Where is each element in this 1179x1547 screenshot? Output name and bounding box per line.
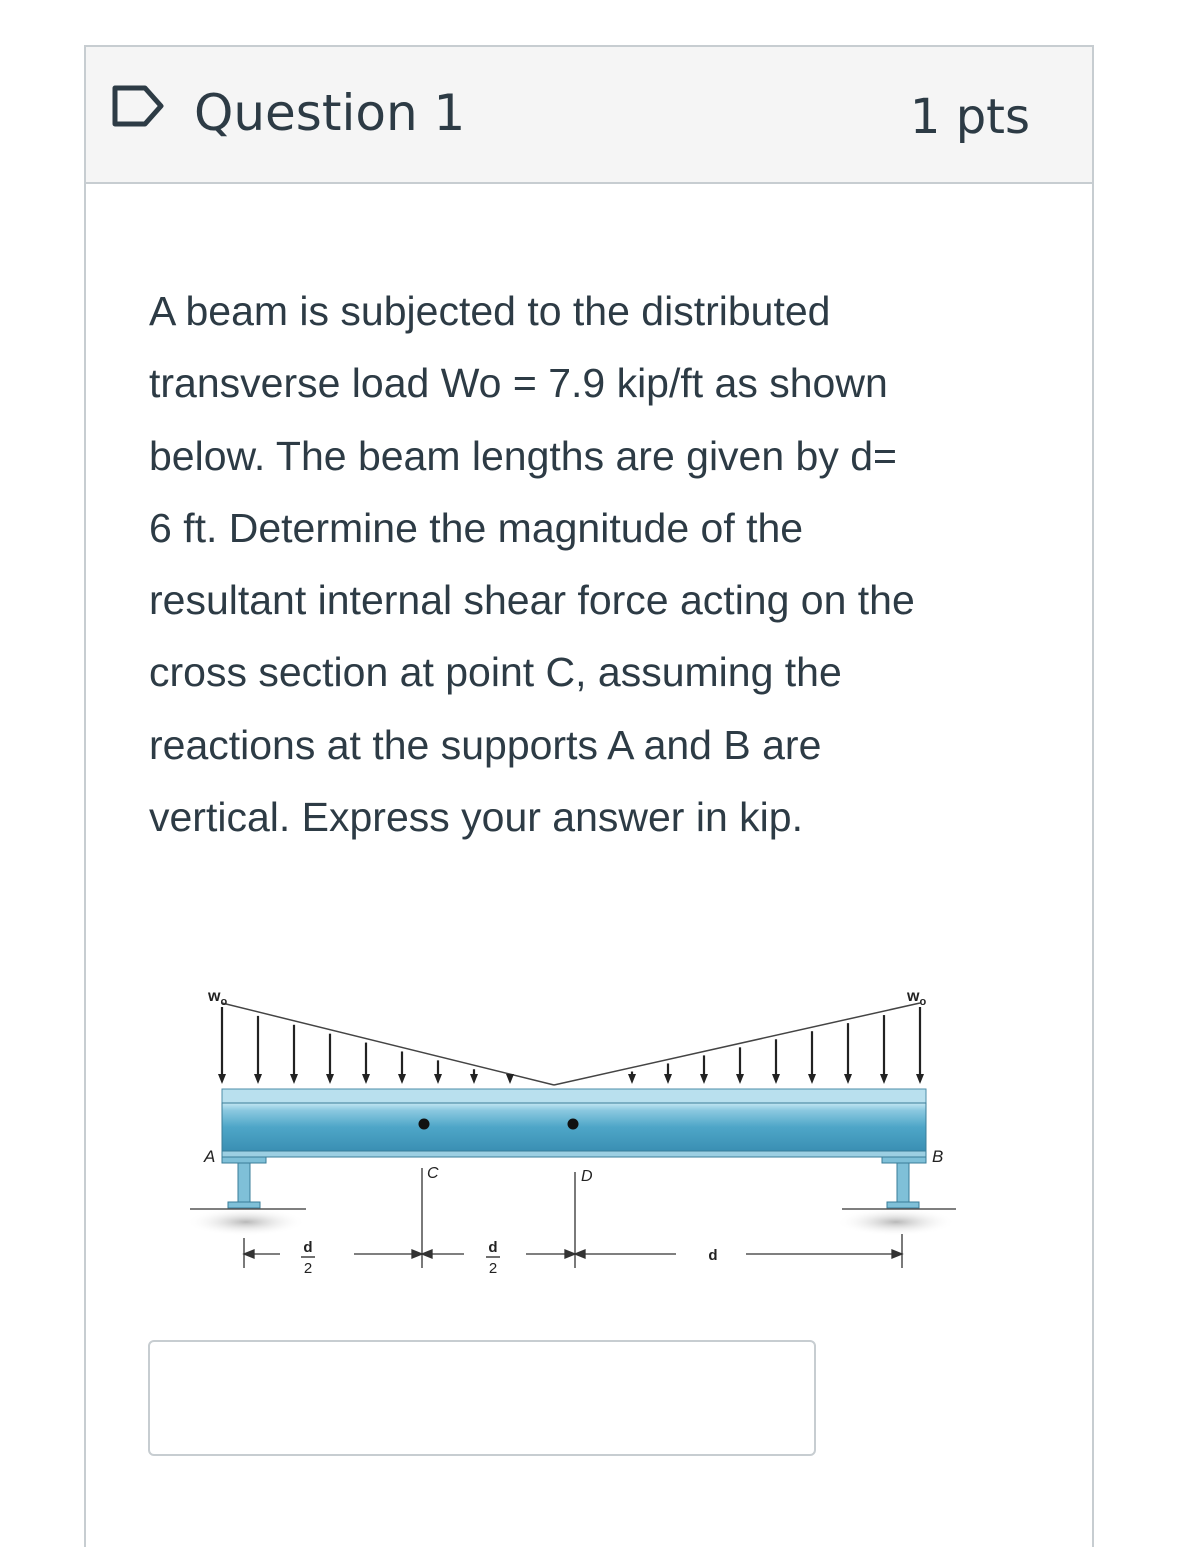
load-arrow-head (916, 1074, 924, 1084)
beam (222, 1089, 926, 1157)
load-arrow-head (470, 1074, 478, 1084)
load-arrow-head (398, 1074, 406, 1084)
load-arrow-head (880, 1074, 888, 1084)
question-title: Question 1 (194, 84, 466, 142)
support-b (836, 1157, 956, 1236)
load-arrow-head (844, 1074, 852, 1084)
load-arrow-head (326, 1074, 334, 1084)
load-arrow-head (254, 1074, 262, 1084)
load-arrow-head (700, 1074, 708, 1084)
load-arrow-head (290, 1074, 298, 1084)
dim-1-num: d (303, 1239, 313, 1256)
load-arrow-head (506, 1074, 514, 1084)
dim-2-den: 2 (488, 1260, 498, 1277)
load-label-right: $w_o$ (907, 988, 927, 1008)
load-arrow-head (808, 1074, 816, 1084)
load-arrow-head (362, 1074, 370, 1084)
point-b-label: B (932, 1147, 944, 1166)
beam-diagram (186, 932, 996, 1302)
load-arrow-head (628, 1074, 636, 1084)
load-label-left: $w_o$ (208, 988, 228, 1008)
question-card (84, 45, 1094, 1547)
load-arrow-head (736, 1074, 744, 1084)
load-arrow-head (434, 1074, 442, 1084)
dimension-lines (244, 1250, 902, 1258)
question-header (86, 47, 1092, 184)
dim-1-den: 2 (303, 1260, 313, 1277)
point-d-marker (568, 1119, 579, 1130)
point-c-label: C (427, 1165, 439, 1182)
load-arrow-head (772, 1074, 780, 1084)
point-a-label: A (204, 1147, 216, 1166)
point-c-marker (419, 1119, 430, 1130)
answer-input[interactable] (148, 1340, 816, 1456)
distributed-load (218, 1003, 924, 1085)
flag-question-icon[interactable] (111, 82, 167, 130)
load-arrow-head (218, 1074, 226, 1084)
load-arrow-head (664, 1074, 672, 1084)
question-points: 1 pts (909, 89, 1030, 145)
dim-2-num: d (488, 1239, 498, 1256)
support-a (186, 1157, 306, 1236)
point-d-label: D (581, 1168, 593, 1185)
dim-3-label: d (708, 1247, 718, 1264)
question-text: A beam is subjected to the distributed transverse load Wo = 7.9 kip/ft as shown below. The beam lengths are given by d= 6 ft. Determine the magnitude of the resultant internal shear force acting on the cross section at point C, assuming the reactions at the supports A and B are vertical. Express your answer in kip. (149, 288, 915, 841)
